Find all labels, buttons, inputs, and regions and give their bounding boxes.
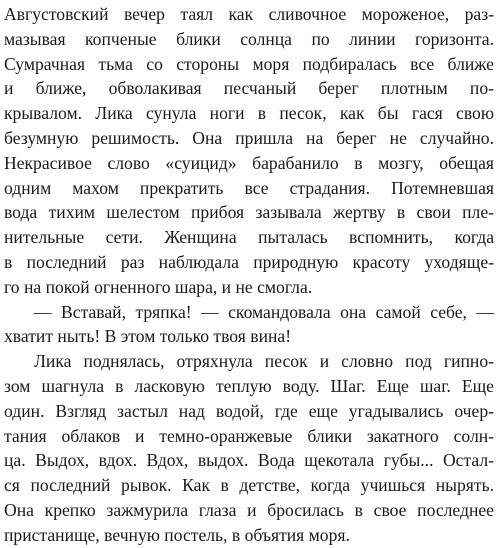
text-line: — Вставай, тряпка! — скомандовала она самой себе, — <box>34 301 494 322</box>
text-line: Она крепко зажмурила глаза и бросилась в свое последнее <box>4 499 494 520</box>
text-line: пристанище, вечную постель, в объятия моря. <box>4 524 350 545</box>
text-line: Некрасивое слово «суицид» барабанило в мозгу, обещая <box>4 152 494 173</box>
paragraph-2-dialogue <box>4 300 494 350</box>
text-line: мазывая копченые блики солнца по линии горизонта. <box>4 28 494 49</box>
text-line: один. Взгляд застыл над водой, где еще угадывались очер- <box>4 400 494 421</box>
text-line: Лика поднялась, отряхнула песок и словно под гипно- <box>34 351 494 372</box>
text-line: и ближе, обволакивая песчаный берег плотным по- <box>4 78 494 99</box>
text-line: вода тихим шелестом прибоя зазывала жертву в свои пле- <box>4 202 494 223</box>
paragraph-3 <box>4 349 494 547</box>
text-line: ся последний рывок. Как в детстве, когда учишься нырять. <box>4 475 494 496</box>
text-line: одним махом прекратить все страдания. Потемневшая <box>4 177 494 198</box>
text-line: безумную решимость. Она пришла на берег не случайно. <box>4 127 494 148</box>
text-line: ца. Выдох, вдох. Вдох, выдох. Вода щекотала губы... Остал- <box>4 450 494 471</box>
paragraph-1 <box>4 2 494 300</box>
text-line: тания облаков и темно-оранжевые блики закатного солн- <box>4 425 494 446</box>
text-line: Сумрачная тьма со стороны моря подбиралась все ближе <box>4 53 494 74</box>
text-line: крывалом. Лика сунула ноги в песок, как бы гася свою <box>4 103 494 124</box>
text-line: зом шагнула в ласковую теплую воду. Шаг. Еще шаг. Еще <box>4 375 494 396</box>
text-line: го на покой огненного шара, и не смогла. <box>4 276 313 297</box>
text-line: хватит ныть! В этом только твоя вина! <box>4 326 292 347</box>
text-line: нительные сети. Женщина пыталась вспомнить, когда <box>4 227 494 248</box>
text-line: Августовский вечер таял как сливочное мороженое, раз- <box>4 4 494 24</box>
text-line: в последний раз наблюдала природную красоту уходяще- <box>4 251 494 272</box>
